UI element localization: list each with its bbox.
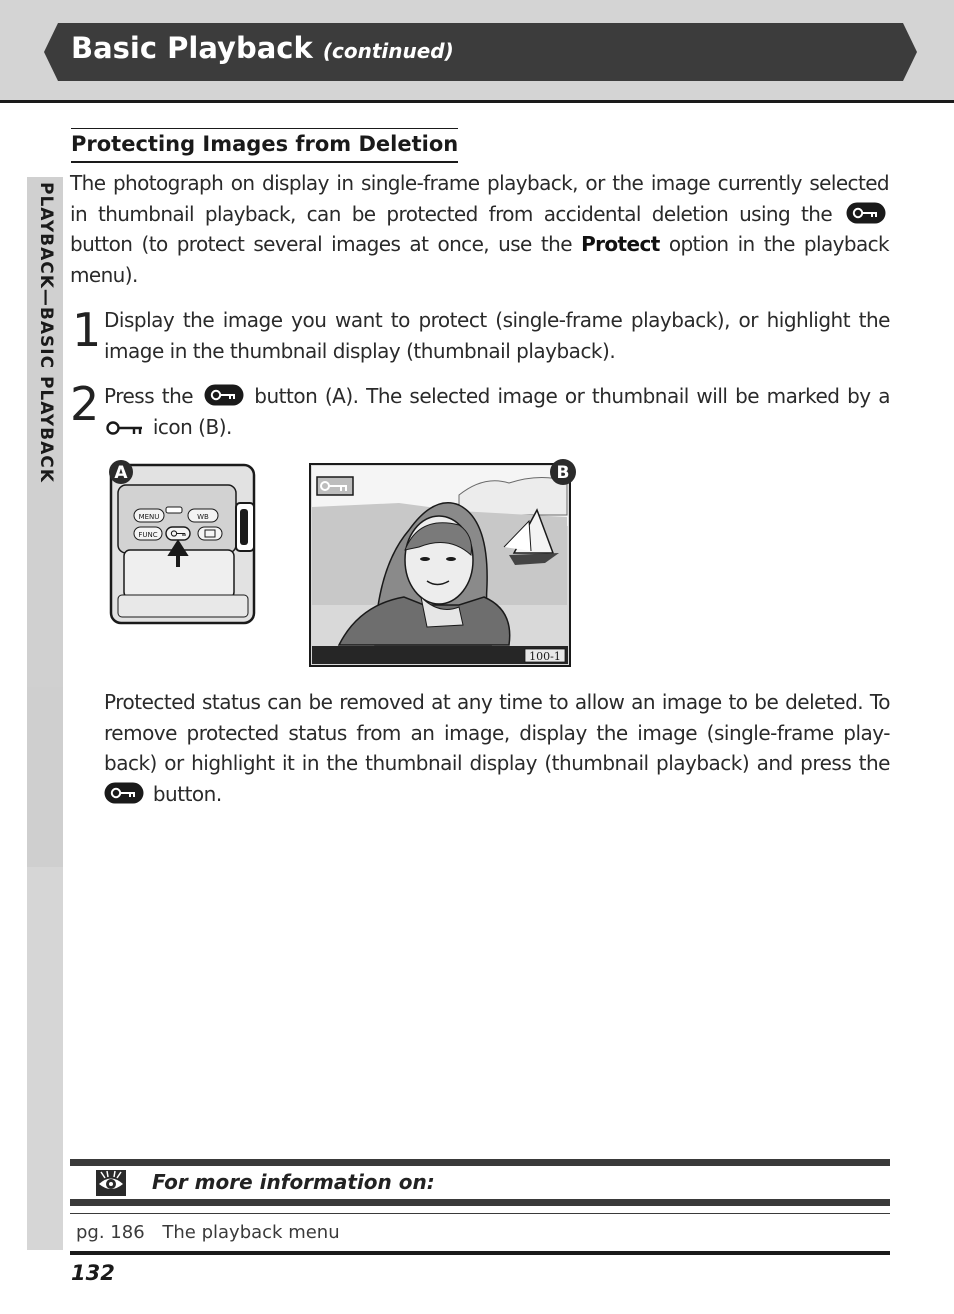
page-title [71,28,454,71]
more-info-label: For more information on: [152,1170,435,1194]
side-tab-segment [27,867,63,1250]
removal-paragraph [104,687,890,809]
footer-rule [70,1251,890,1255]
figure-a-camera-buttons [108,455,258,627]
cross-reference-text: The playback menu [162,1222,340,1243]
eye-icon [96,1170,126,1196]
step-1-number: 1 [72,303,102,357]
side-tab-label: PLAYBACK—BASIC PLAYBACK [36,182,56,483]
page-number: 132 [71,1261,115,1285]
menu-button-label: MENU [138,513,160,521]
page-title-continued: (continued) [322,39,454,63]
side-tab-segment [27,687,63,867]
more-info-bar [70,1159,890,1166]
removal-text-end: button. [152,781,222,806]
key-button-icon [846,202,886,224]
key-button-icon [204,384,244,406]
key-icon [104,419,144,437]
protect-option-term: Protect [581,232,660,256]
section-heading: Protecting Images from Deletion [71,128,458,163]
intro-text-cont: button (to protect several images at once, use the [70,232,572,256]
step-2-text-end: icon (B). [152,414,232,439]
more-info-bar [70,1199,890,1206]
page-title-main: Basic Playback [71,31,313,65]
more-info-divider [70,1213,890,1214]
step-2-text-mid: button (A). The selected image or thumbnail will be marked by a [254,384,891,408]
step-2-text-start: Press the [104,384,194,408]
key-button-icon [104,782,144,804]
figure-b-monitor [309,455,581,670]
figure-a-label: A [114,463,128,483]
cross-reference-page: pg. 186 [76,1222,145,1243]
figure-b-label: B [556,463,570,483]
intro-text-end: option in the playback menu). [70,232,889,287]
func-button-label: FUNC [138,531,158,539]
intro-text: The photograph on display in single-frame playback, or the image currently selected in thumbnail playback, can be protected from accidental deletion using the [70,171,889,226]
intro-paragraph [70,168,889,290]
step-2-number: 2 [70,377,100,431]
frame-number: 100-1 [529,650,561,663]
removal-text: Protected status can be removed at any time to allow an image to be deleted. To remove protected status from an image, display the image (single-frame play-back) or highlight it in the thumbnail display (thumbnail playback) and press the [104,690,890,775]
wb-button-label: WB [197,513,209,521]
cross-reference [76,1219,340,1247]
step-2-text [104,381,890,442]
step-1-text: Display the image you want to protect (single-frame playback), or highlight the image in the thumbnail display (thumbnail playback). [104,308,890,363]
